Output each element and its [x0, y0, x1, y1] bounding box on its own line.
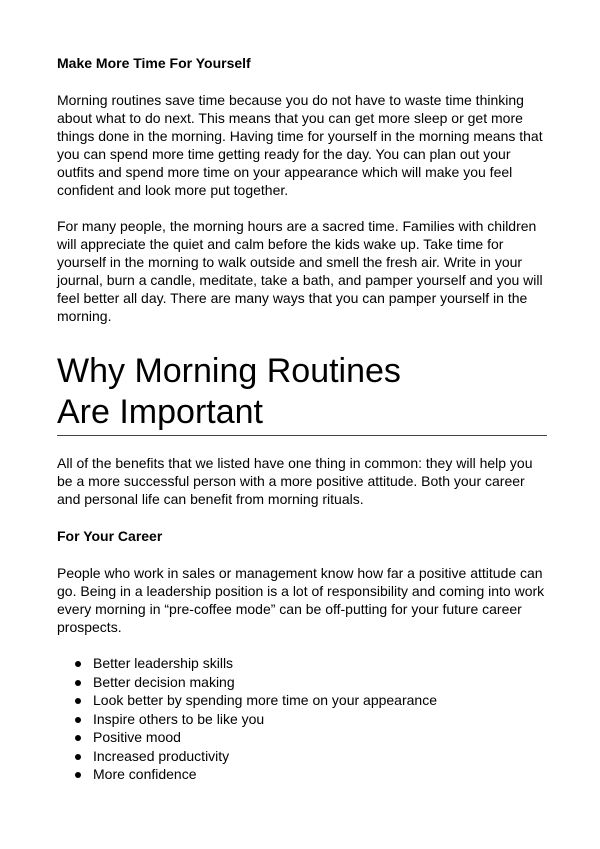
main-title-line-1: Why Morning Routines — [57, 352, 401, 390]
list-item — [57, 691, 547, 710]
list-item-text: Better leadership skills — [93, 655, 234, 671]
list-item-text: More confidence — [93, 766, 197, 782]
section-heading-make-more-time: Make More Time For Yourself — [57, 55, 251, 71]
list-item-text: Positive mood — [93, 729, 181, 745]
list-item — [57, 710, 547, 729]
bullet-icon — [75, 661, 81, 667]
paragraph-sacred-time: For many people, the morning hours are a sacred time. Families with children will appreciate the quiet and calm before the kids wake up. Take time for yourself in the morning to walk outside and smell the fresh air. Write in your journal, burn a candle, meditate, take a bath, and pamper yourself and you will feel better all day. There are many ways that you can pamper yourself in the morning. — [57, 218, 543, 324]
list-item-text: Inspire others to be like you — [93, 710, 265, 727]
list-item — [57, 728, 547, 747]
section-heading-for-your-career: For Your Career — [57, 528, 163, 544]
document-content — [57, 54, 547, 784]
paragraph-benefits-intro: All of the benefits that we listed have one thing in common: they will help you be a more successful person with a more positive attitude. Both your career and personal life can benefit from morning rituals. — [57, 455, 533, 507]
bullet-icon — [75, 735, 81, 741]
bullet-icon — [75, 717, 81, 723]
list-item-text: Better decision making — [93, 673, 235, 690]
bullet-icon — [75, 698, 81, 704]
list-item — [57, 747, 547, 766]
bullet-icon — [75, 754, 81, 760]
list-item-text: Look better by spending more time on your appearance — [93, 692, 437, 708]
list-item-text: Increased productivity — [93, 747, 230, 764]
list-item — [57, 765, 547, 784]
bullet-icon — [75, 772, 81, 778]
paragraph-career: People who work in sales or management know how far a positive attitude can go. Being in a leadership position is a lot of responsibility and coming into work every morning in “pre-coffee mode” can be off-putting for your future career prospects. — [57, 565, 545, 635]
benefits-bullet-list — [57, 654, 547, 784]
paragraph-morning-routines-save-time: Morning routines save time because you do not have to waste time thinking about what to do next. This means that you can get more sleep or get more things done in the morning. Having time for yourself in the morning means that you can spend more time getting ready for the day. You can plan out your outfits and spend more time on your appearance which will make you feel confident and look more put together. — [57, 92, 543, 198]
main-title-line-2: Are Important — [57, 393, 263, 431]
main-title — [57, 351, 547, 433]
list-item — [57, 673, 547, 692]
bullet-icon — [75, 680, 81, 686]
main-title-block — [57, 351, 547, 436]
list-item — [57, 654, 547, 673]
